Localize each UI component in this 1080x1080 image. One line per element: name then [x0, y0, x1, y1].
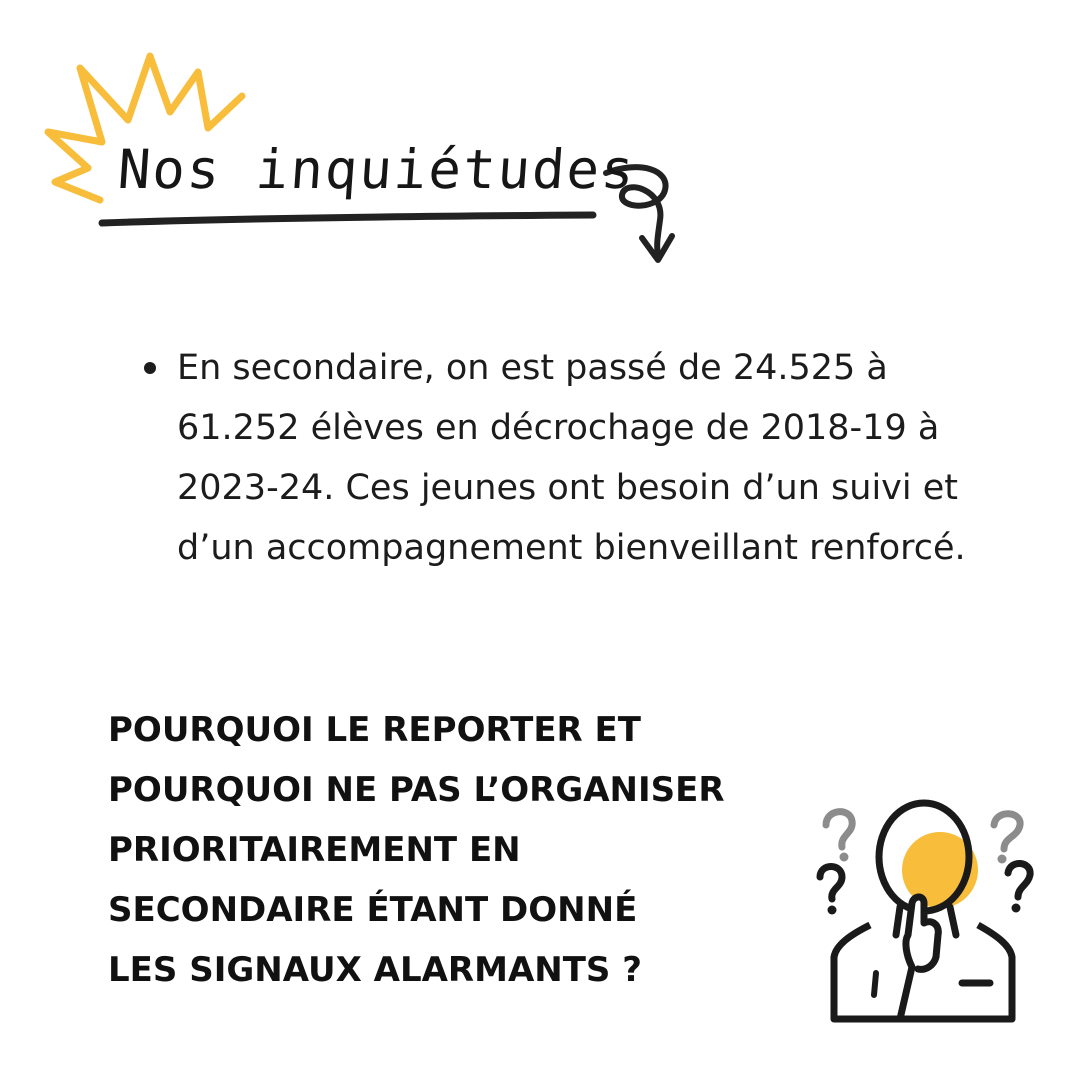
bullet-list [140, 338, 1010, 578]
question-line: PRIORITAIREMENT EN [108, 830, 521, 870]
question-line: LES SIGNAUX ALARMANTS ? [108, 950, 642, 990]
underline-stroke [102, 215, 593, 223]
thinking-person-icon [800, 795, 1050, 1035]
question-heading [108, 700, 808, 1000]
question-line: SECONDAIRE ÉTANT DONNÉ [108, 890, 638, 930]
bullet-item: En secondaire, on est passé de 24.525 à 61.252 élèves en décrochage de 2018-19 à 2023-24. Ces jeunes ont besoin d’un suivi et d’un accompagnement bienveillant renforcé. [177, 348, 966, 568]
question-line: POURQUOI LE REPORTER ET [108, 710, 641, 750]
question-line: POURQUOI NE PAS L’ORGANISER [108, 770, 725, 810]
bullet-dot [144, 362, 156, 374]
page-title: Nos inquiétudes [115, 138, 638, 201]
title-group [40, 50, 700, 280]
